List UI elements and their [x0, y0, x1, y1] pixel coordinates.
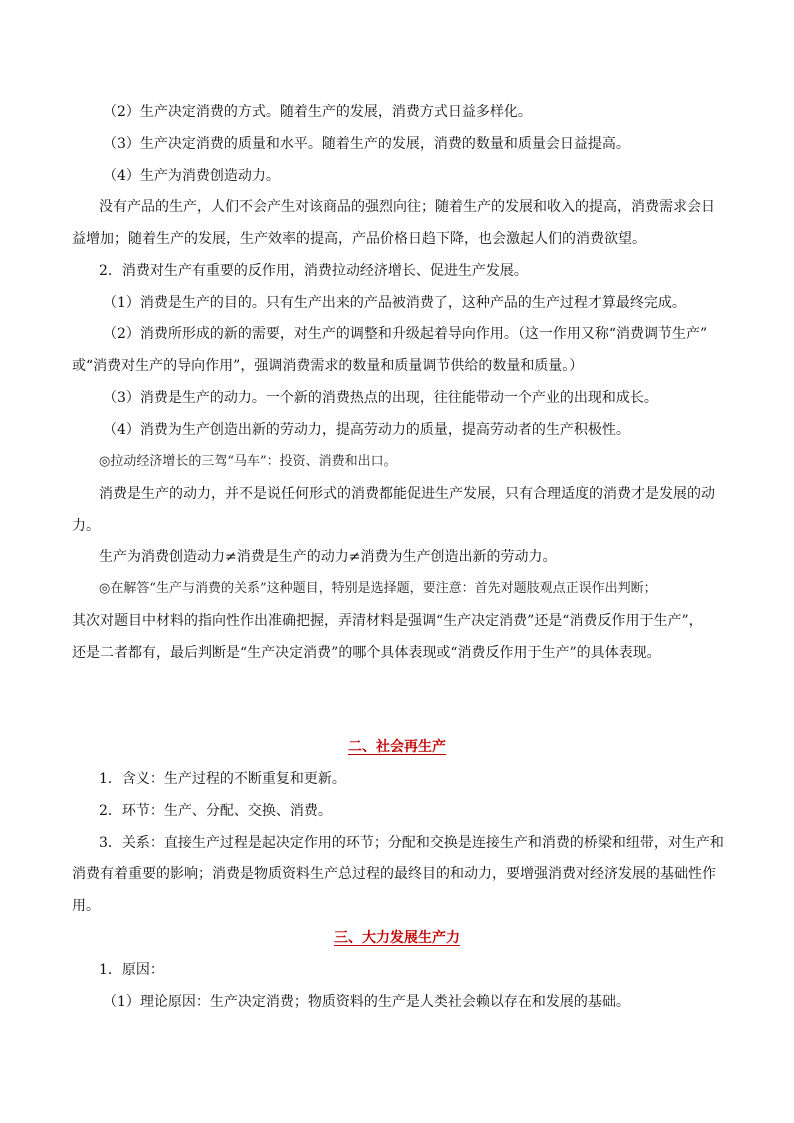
paragraph-no-production-line1: 没有产品的生产，人们不会产生对该商品的强烈向往；随着生产的发展和收入的提高，消费需求会日	[99, 199, 715, 215]
paragraph-consumption-title: 2．消费对生产有重要的反作用，消费拉动经济增长、促进生产发展。	[99, 263, 528, 279]
paragraph-production-2: （2）生产决定消费的方式。随着生产的发展，消费方式日益多样化。	[103, 104, 532, 120]
paragraph-not-equal: 生产为消费创造动力≠消费是生产的动力≠消费为生产创造出新的劳动力。	[99, 549, 557, 565]
paragraph-reproduction-3-line2: 消费有着重要的影响；消费是物质资料生产总过程的最终目的和动力，要增强消费对经济发展的基础性作	[72, 866, 716, 882]
paragraph-consumption-power-line2: 力。	[72, 518, 100, 534]
paragraph-consumption-1: （1）消费是生产的目的。只有生产出来的产品被消费了，这种产品的生产过程才算最终完成。	[103, 295, 686, 311]
paragraph-consumption-4: （4）消费为生产创造出新的劳动力，提高劳动力的质量，提高劳动者的生产积极性。	[103, 422, 630, 438]
paragraph-reproduction-1: 1．含义：生产过程的不断重复和更新。	[99, 771, 346, 787]
paragraph-production-4: （4）生产为消费创造动力。	[103, 168, 280, 184]
paragraph-production-3: （3）生产决定消费的质量和水平。随着生产的发展，消费的数量和质量会日益提高。	[103, 136, 630, 152]
tip-line1: ◎在解答“生产与消费的关系”这种题目，特别是选择题，要注意：首先对题肢观点正误作出判断；	[99, 581, 657, 596]
paragraph-consumption-3: （3）消费是生产的动力。一个新的消费热点的出现，往往能带动一个产业的出现和成长。	[103, 390, 658, 406]
paragraph-no-production-line2: 益增加；随着生产的发展，生产效率的提高，产品价格日趋下降，也会激起人们的消费欲望。	[72, 231, 646, 247]
paragraph-reproduction-2: 2．环节：生产、分配、交换、消费。	[99, 803, 332, 819]
paragraph-productivity-2: （1）理论原因：生产决定消费；物质资料的生产是人类社会赖以存在和发展的基础。	[103, 994, 630, 1010]
section-heading-reproduction: 二、社会再生产	[348, 739, 446, 755]
paragraph-reproduction-3-line3: 用。	[72, 898, 100, 914]
tip-line3: 还是二者都有，最后判断是“生产决定消费”的哪个具体表现或“消费反作用于生产”的具体表现。	[72, 645, 661, 661]
note-three-carriages: ◎拉动经济增长的三驾“马车”：投资、消费和出口。	[99, 454, 397, 469]
paragraph-reproduction-3-line1: 3．关系：直接生产过程是起决定作用的环节；分配和交换是连接生产和消费的桥梁和纽带，对生产和	[99, 835, 724, 851]
paragraph-consumption-2-line1: （2）消费所形成的新的需要，对生产的调整和升级起着导向作用。（这一作用又称“消费调节生产”	[103, 326, 708, 342]
paragraph-consumption-2-line2: 或“消费对生产的导向作用”，强调消费需求的数量和质量调节供给的数量和质量。）	[72, 358, 584, 374]
paragraph-consumption-power-line1: 消费是生产的动力，并不是说任何形式的消费都能促进生产发展，只有合理适度的消费才是发展的动	[99, 486, 715, 502]
section-heading-productivity: 三、大力发展生产力	[334, 930, 460, 946]
paragraph-productivity-1: 1．原因：	[99, 962, 164, 978]
tip-line2: 其次对题目中材料的指向性作出准确把握，弄清材料是强调“生产决定消费”还是“消费反作用于生产”，	[72, 613, 703, 629]
